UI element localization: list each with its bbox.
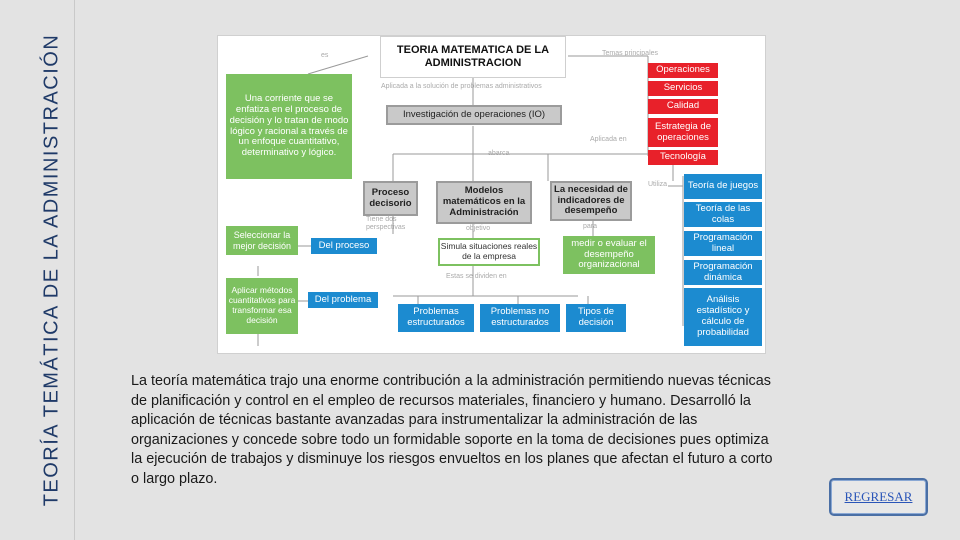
need-node: La necesidad de indicadores de desempeño xyxy=(550,181,632,221)
connector-label: es xyxy=(321,52,329,59)
technique-dinamica: Programación dinámica xyxy=(684,260,762,285)
technique-colas: Teoría de las colas xyxy=(684,202,762,227)
process-perspective: Del proceso xyxy=(311,238,377,254)
select-node: Seleccionar la mejor decisión xyxy=(226,226,298,255)
area-estrategia: Estrategia de operaciones xyxy=(648,118,718,147)
connector-label: Aplicada a la solución de problemas administrativos xyxy=(381,83,542,90)
connector-label: para xyxy=(583,223,598,230)
description-paragraph: La teoría matemática trajo una enorme contribución a la administración permitiendo nuevas técnicas de planificación y control en el empleo de recursos materiales, financiero y humano. Desarrolló la aplicación de técnicas bastante avanzadas para instrumentalizar la administración de las organizaciones y concede sobre todo un formidable soporte en la toma de decisiones pues optimiza la ejecución de trabajos y disminuye los riesgos envueltos en los planes que afectan el futuro a corto o largo plazo. xyxy=(131,373,773,487)
area-calidad: Calidad xyxy=(648,99,718,114)
regresar-button[interactable]: REGRESAR xyxy=(829,478,928,516)
definition-box: Una corriente que se enfatiza en el proceso de decisión y lo tratan de modo lógico y racional a través de un enfoque cuantitativo, determinativo y lógico. xyxy=(226,74,352,179)
apply-node: Aplicar métodos cuantitativos para transformar esa decisión xyxy=(226,278,298,334)
decision-types: Tipos de decisión xyxy=(566,304,626,332)
connector-label: Tiene dos perspectivas xyxy=(366,216,406,231)
diagram-title: TEORIA MATEMATICA DE LA ADMINISTRACION xyxy=(380,36,566,78)
connector-label: Aplicada en xyxy=(590,136,627,143)
area-tecnologia: Tecnología xyxy=(648,150,718,165)
connector-label: objetivo xyxy=(466,225,491,232)
main-node-io: Investigación de operaciones (IO) xyxy=(386,105,562,125)
side-title-text: TEORÍA TEMÁTICA DE LA ADMINISTRACIÓN xyxy=(40,33,63,507)
area-servicios: Servicios xyxy=(648,81,718,96)
connector-label: abarca xyxy=(488,150,510,157)
concept-map-image xyxy=(217,35,766,354)
technique-estadistico: Análisis estadístico y cálculo de probabilidad xyxy=(684,288,762,346)
connector-label: Temas principales xyxy=(602,50,659,57)
technique-lineal: Programación lineal xyxy=(684,231,762,256)
connector-label: Utiliza xyxy=(648,181,668,188)
measure-node: medir o evaluar el desempeño organizacional xyxy=(563,236,655,274)
problem-perspective: Del problema xyxy=(308,292,378,308)
simulate-node: Simula situaciones reales de la empresa xyxy=(438,238,540,266)
connector-label: Estas se dividen en xyxy=(446,273,507,280)
area-operaciones: Operaciones xyxy=(648,63,718,78)
process-node: Proceso decisorio xyxy=(363,181,418,216)
side-title xyxy=(32,8,72,532)
side-divider xyxy=(74,0,75,540)
problems-unstructured: Problemas no estructurados xyxy=(480,304,560,332)
problems-structured: Problemas estructurados xyxy=(398,304,474,332)
models-node: Modelos matemáticos en la Administración xyxy=(436,181,532,224)
technique-juegos: Teoría de juegos xyxy=(684,174,762,199)
